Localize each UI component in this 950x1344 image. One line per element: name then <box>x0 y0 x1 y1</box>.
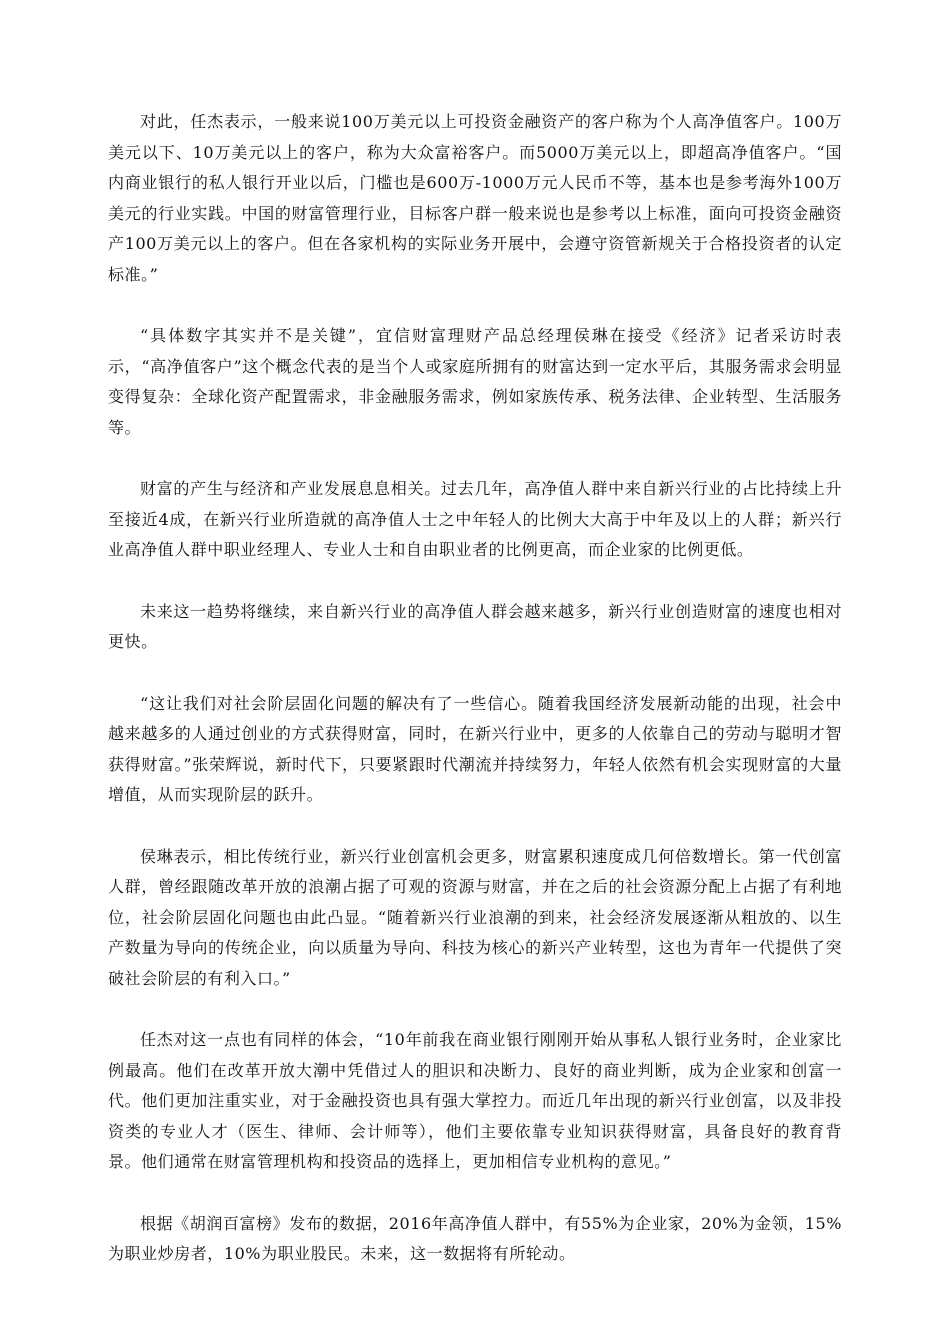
paragraph-5: “这让我们对社会阶层固化问题的解决有了一些信心。随着我国经济发展新动能的出现，社会中越来越多的人通过创业的方式获得财富，同时，在新兴行业中，更多的人依靠自己的劳动与聪明才智获得财富。”张荣辉说，新时代下，只要紧跟时代潮流并持续努力，年轻人依然有机会实现财富的大量增值，从而实现阶层的跃升。 <box>108 693 842 804</box>
paragraph-7: 任杰对这一点也有同样的体会，“10年前我在商业银行刚刚开始从事私人银行业务时，企业家比例最高。他们在改革开放大潮中凭借过人的胆识和决断力、良好的商业判断，成为企业家和创富一代。他们更加注重实业，对于金融投资也具有强大掌控力。而近几年出现的新兴行业创富，以及非投资类的专业人才（医生、律师、会计师等），他们主要依靠专业知识获得财富，具备良好的教育背景。他们通常在财富管理机构和投资品的选择上，更加相信专业机构的意见。” <box>108 1030 842 1171</box>
paragraph-1: 对此，任杰表示，一般来说100万美元以上可投资金融资产的客户称为个人高净值客户。100万美元以下、10万美元以上的客户，称为大众富裕客户。而5000万美元以上，即超高净值客户。“国内商业银行的私人银行开业以后，门槛也是600万-1000万元人民币不等，基本也是参考海外100万美元的行业实践。中国的财富管理行业，目标客户群一般来说也是参考以上标准，面向可投资金融资产100万美元以上的客户。但在各家机构的实际业务开展中，会遵守资管新规关于合格投资者的认定标准。” <box>108 112 842 284</box>
paragraph-6: 侯琳表示，相比传统行业，新兴行业创富机会更多，财富累积速度成几何倍数增长。第一代创富人群，曾经跟随改革开放的浪潮占据了可观的资源与财富，并在之后的社会资源分配上占据了有利地位，社会阶层固化问题也由此凸显。“随着新兴行业浪潮的到来，社会经济发展逐渐从粗放的、以生产数量为导向的传统企业，向以质量为导向、科技为核心的新兴产业转型，这也为青年一代提供了突破社会阶层的有利入口。” <box>108 846 842 988</box>
document-page <box>108 107 842 1301</box>
paragraph-8: 根据《胡润百富榜》发布的数据，2016年高净值人群中，有55%为企业家，20%为金领，15%为职业炒房者，10%为职业股民。未来，这一数据将有所轮动。 <box>108 1213 842 1263</box>
paragraph-2: “具体数字其实并不是关键”，宜信财富理财产品总经理侯琳在接受《经济》记者采访时表示，“高净值客户”这个概念代表的是当个人或家庭所拥有的财富达到一定水平后，其服务需求会明显变得复杂：全球化资产配置需求，非金融服务需求，例如家族传承、税务法律、企业转型、生活服务等。 <box>108 326 842 437</box>
paragraph-4: 未来这一趋势将继续，来自新兴行业的高净值人群会越来越多，新兴行业创造财富的速度也相对更快。 <box>108 601 842 651</box>
paragraph-3: 财富的产生与经济和产业发展息息相关。过去几年，高净值人群中来自新兴行业的占比持续上升至接近4成，在新兴行业所造就的高净值人士之中年轻人的比例大大高于中年及以上的人群；新兴行业高净值人群中职业经理人、专业人士和自由职业者的比例更高，而企业家的比例更低。 <box>108 479 842 559</box>
